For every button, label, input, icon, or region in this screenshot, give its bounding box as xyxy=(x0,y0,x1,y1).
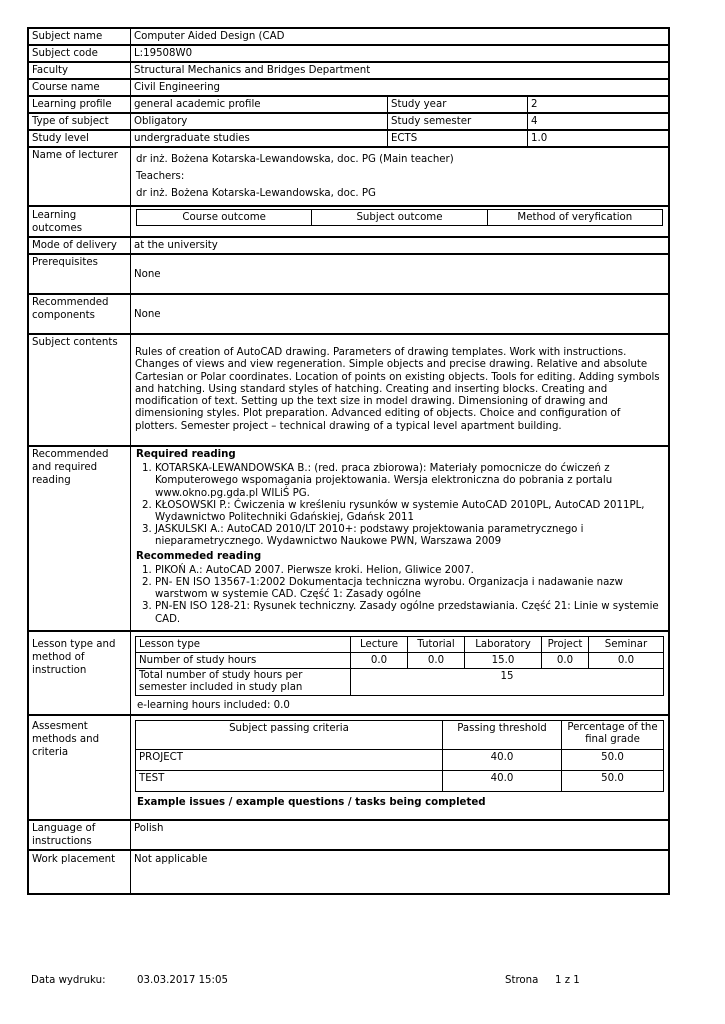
row-prerequisites xyxy=(28,254,669,294)
language-value: Polish xyxy=(131,820,670,850)
subject-contents-value: Rules of creation of AutoCAD drawing. Parameters of drawing templates. Work with instructions. Changes of views and view regeneration. Simple objects and precise drawing. Relative and absolute Cartesian or Polar coordinates. Location of points on existing objects. Tools for editing. Adding symbols and hatching. Using standard styles of hatching. Creating and inserting blocks. Creating and modification of text. Setting up the text size in model drawing. Dimensioning of drawing and dimensioning styles. Plot preparation. Advanced editing of objects. Choice and configuration of plotters. Semester project – technical drawing of a typical level apartment building. xyxy=(131,334,670,446)
lecture-hours: 0.0 xyxy=(351,652,408,668)
learning-profile-label: Learning profile xyxy=(28,96,131,113)
page-label: Strona xyxy=(505,975,539,986)
seminar-header: Seminar xyxy=(589,636,664,652)
recommended-reading-item: 3. PN-EN ISO 128-21: Rysunek techniczny. Zasady ogólne przedstawiania. Część 21: Linie w systemie CAD. xyxy=(155,601,664,625)
work-placement-value: Not applicable xyxy=(131,850,670,894)
row-type-of-subject xyxy=(28,113,669,130)
row-lecturer xyxy=(28,147,669,206)
percentage-cell: 50.0 xyxy=(562,770,664,791)
lesson-hours-table xyxy=(135,636,664,696)
tutorial-header: Tutorial xyxy=(408,636,465,652)
type-of-subject-split xyxy=(131,114,668,129)
mode-of-delivery-label: Mode of delivery xyxy=(28,237,131,254)
lecturer-label: Name of lecturer xyxy=(28,147,131,206)
passing-criteria-header: Subject passing criteria xyxy=(136,720,443,749)
course-name-value: Civil Engineering xyxy=(131,79,670,96)
print-date-value: 03.03.2017 15:05 xyxy=(137,975,228,986)
study-level-label: Study level xyxy=(28,130,131,147)
total-hours-label: Total number of study hours per semester included in study plan xyxy=(136,668,351,695)
subject-name-value: Computer Aided Design (CAD xyxy=(131,28,670,45)
work-placement-label: Work placement xyxy=(28,850,131,894)
row-mode-of-delivery xyxy=(28,237,669,254)
criteria-cell: TEST xyxy=(136,770,443,791)
mode-of-delivery-value: at the university xyxy=(131,237,670,254)
required-reading-list xyxy=(136,463,664,548)
threshold-cell: 40.0 xyxy=(443,770,562,791)
required-reading-item: 1. KOTARSKA-LEWANDOWSKA B.: (red. praca zbiorowa): Materiały pomocnicze do ćwiczeń z Komputerowego wspomagania projektowania. Wersja elektroniczna do pobrania z portalu www.okno.pg.gda.pl WILiŚ PG. xyxy=(155,463,664,500)
seminar-hours: 0.0 xyxy=(589,652,664,668)
verification-method-header: Method of veryfication xyxy=(487,210,662,226)
row-recommended-components xyxy=(28,294,669,334)
row-learning-outcomes xyxy=(28,206,669,237)
laboratory-hours: 15.0 xyxy=(465,652,542,668)
required-reading-item: 2. KŁOSOWSKI P.: Ćwiczenia w kreśleniu rysunków w systemie AutoCAD 2010PL, AutoCAD 2011PL, Wydawnictwo Politechniki Gdańskiej, Gdańsk 2011 xyxy=(155,500,664,524)
total-hours-value: 15 xyxy=(351,668,664,695)
recommended-components-value: None xyxy=(131,294,670,334)
study-semester-label: Study semester xyxy=(388,114,528,129)
row-subject-code xyxy=(28,45,669,62)
required-reading-item: 3. JASKULSKI A.: AutoCAD 2010/LT 2010+: podstawy projektowania parametrycznego i nieparametrycznego. Wydawnictwo Naukowe PWN, Warszawa 2009 xyxy=(155,524,664,548)
row-language xyxy=(28,820,669,850)
teachers-label: Teachers: xyxy=(136,171,185,182)
row-lesson-type xyxy=(28,631,669,715)
learning-outcomes-label: Learning outcomes xyxy=(28,206,131,237)
learning-profile-value: general academic profile xyxy=(131,97,388,112)
passing-threshold-header: Passing threshold xyxy=(443,720,562,749)
study-level-split xyxy=(131,131,668,146)
print-date-label: Data wydruku: xyxy=(31,975,106,986)
reading-label: Recommended and required reading xyxy=(28,446,131,631)
study-level-value: undergraduate studies xyxy=(131,131,388,146)
elearning-hours: e-learning hours included: 0.0 xyxy=(137,699,290,711)
project-hours: 0.0 xyxy=(542,652,589,668)
row-subject-name xyxy=(28,28,669,45)
row-faculty xyxy=(28,62,669,79)
language-label: Language of instructions xyxy=(28,820,131,850)
grade-percentage-header: Percentage of the final grade xyxy=(562,720,664,749)
percentage-cell: 50.0 xyxy=(562,749,664,770)
prerequisites-label: Prerequisites xyxy=(28,254,131,294)
type-of-subject-label: Type of subject xyxy=(28,113,131,130)
threshold-cell: 40.0 xyxy=(443,749,562,770)
course-name-label: Course name xyxy=(28,79,131,96)
learning-profile-split xyxy=(131,97,668,112)
recommended-components-label: Recommended components xyxy=(28,294,131,334)
criteria-cell: PROJECT xyxy=(136,749,443,770)
faculty-value: Structural Mechanics and Bridges Department xyxy=(131,62,670,79)
lecture-header: Lecture xyxy=(351,636,408,652)
study-semester-value: 4 xyxy=(531,116,538,127)
tutorial-hours: 0.0 xyxy=(408,652,465,668)
row-course-name xyxy=(28,79,669,96)
example-issues-heading: Example issues / example questions / tasks being completed xyxy=(137,796,486,808)
study-year-label: Study year xyxy=(388,97,528,112)
syllabus-table xyxy=(27,27,670,895)
subject-code-label: Subject code xyxy=(28,45,131,62)
row-work-placement xyxy=(28,850,669,894)
subject-code-value: L:19508W0 xyxy=(131,45,670,62)
assessment-label: Assesment methods and criteria xyxy=(28,715,131,820)
teacher-item: dr inż. Bożena Kotarska-Lewandowska, doc. PG xyxy=(136,188,376,199)
study-hours-label: Number of study hours xyxy=(136,652,351,668)
laboratory-header: Laboratory xyxy=(465,636,542,652)
ects-label: ECTS xyxy=(388,131,528,146)
recommended-reading-item: 2. PN- EN ISO 13567-1:2002 Dokumentacja techniczna wyrobu. Organizacja i nadawanie nazw warstwom w systemie CAD. Część 1: Zasady ogólne xyxy=(155,577,664,601)
lesson-type-label: Lesson type and method of instruction xyxy=(28,631,131,715)
page-number: 1 z 1 xyxy=(555,975,580,986)
row-subject-contents xyxy=(28,334,669,446)
subject-name-label: Subject name xyxy=(28,28,131,45)
main-teacher: dr inż. Bożena Kotarska-Lewandowska, doc. PG (Main teacher) xyxy=(136,154,454,165)
subject-outcome-header: Subject outcome xyxy=(312,210,487,226)
learning-outcomes-table xyxy=(136,209,663,226)
ects-value: 1.0 xyxy=(531,133,548,144)
row-study-level xyxy=(28,130,669,147)
row-reading xyxy=(28,446,669,631)
type-of-subject-value: Obligatory xyxy=(131,114,388,129)
recommended-reading-title: Recommeded reading xyxy=(136,550,262,562)
project-header: Project xyxy=(542,636,589,652)
recommended-reading-item: 1. PIKOŃ A.: AutoCAD 2007. Pierwsze kroki. Helion, Gliwice 2007. xyxy=(155,565,664,577)
course-outcome-header: Course outcome xyxy=(137,210,312,226)
lesson-type-header: Lesson type xyxy=(136,636,351,652)
subject-contents-label: Subject contents xyxy=(28,334,131,446)
study-year-value: 2 xyxy=(531,99,538,110)
recommended-reading-list xyxy=(136,565,664,626)
faculty-label: Faculty xyxy=(28,62,131,79)
required-reading-title: Required reading xyxy=(136,449,236,460)
syllabus-sheet xyxy=(27,27,670,895)
prerequisites-value: None xyxy=(131,254,670,294)
row-assessment xyxy=(28,715,669,820)
assessment-table xyxy=(135,720,664,792)
row-learning-profile xyxy=(28,96,669,113)
